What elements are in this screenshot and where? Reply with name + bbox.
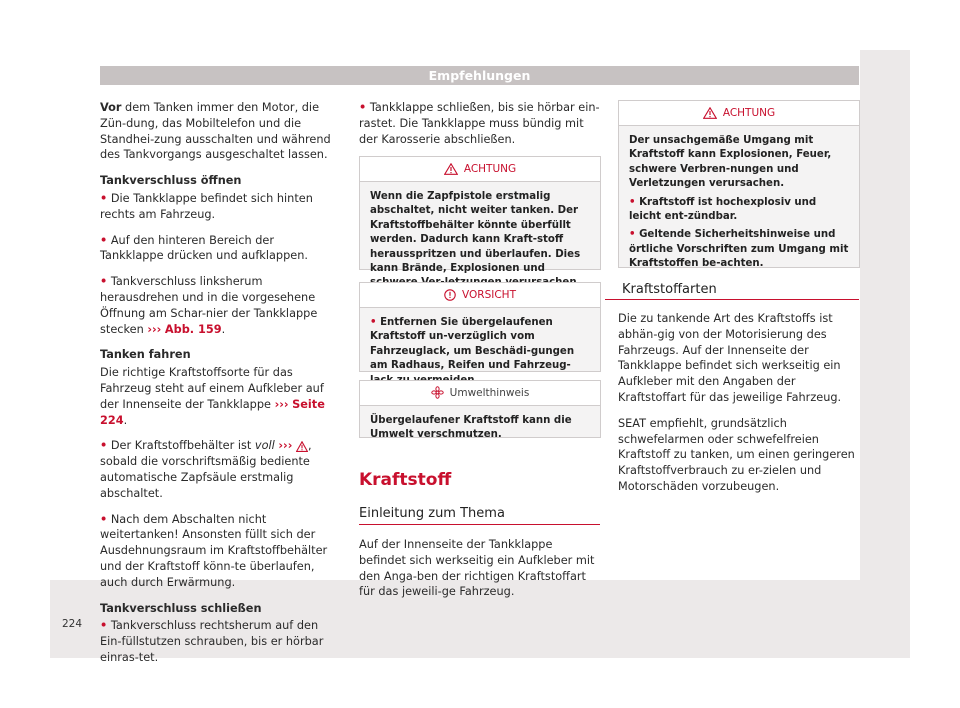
environment-box-header: Umwelthinweis — [360, 381, 600, 406]
section-rule — [605, 299, 859, 300]
list-item: • Tankklappe schließen, bis sie hörbar ein-rastet. Die Tankklappe muss bündig mit der Karosserie abschließen. — [359, 101, 600, 146]
flower-icon — [431, 386, 444, 400]
subsection-title: Einleitung zum Thema — [359, 506, 505, 521]
refuel-paragraph: Die richtige Kraftstoffsorte für das Fahrzeug steht auf einem Aufkleber auf der Innenseite der Tankklappe ››› Seite 224. — [100, 366, 325, 427]
warning-box-fuel: ACHTUNG Der unsachgemäße Umgang mit Kraftstoff kann Explosionen, Feuer, schwere Verbren-nungen und Verletzungen verursachen. • Kraftstoff ist hochexplosiv und leicht ent-zündbar. • Geltende Sicherheitshinweise und örtliche Vorschriften zum Umgang mit Kraftstoffen be-achten. — [618, 100, 860, 268]
list-item: • Die Tankklappe befindet sich hinten rechts am Fahrzeug. — [100, 191, 313, 221]
environment-note-box: Umwelthinweis Übergelaufener Kraftstoff kann die Umwelt verschmutzen. — [359, 380, 601, 438]
column-middle-intro: Auf der Innenseite der Tankklappe befindet sich werkseitig ein Aufkleber mit den Anga-ben der richtigen Kraftstoffart für das jeweili-ge Fahrzeug. — [359, 538, 595, 599]
column-left — [100, 100, 340, 676]
refuel-heading: Tanken fahren — [100, 348, 191, 362]
section-title-kraftstoff: Kraftstoff — [359, 470, 452, 490]
warning-icon — [444, 162, 458, 176]
warning-icon — [703, 106, 717, 120]
caution-box-header: VORSICHT — [360, 283, 600, 308]
list-item: • Tankverschluss linksherum herausdrehen und in die vorgesehene Öffnung am Schar-nier der Tankklappe stecken ››› Abb. 159. — [100, 275, 318, 336]
open-heading: Tankverschluss öffnen — [100, 174, 242, 188]
warning-box: ACHTUNG Wenn die Zapfpistole erstmalig abschaltet, nicht weiter tanken. Der Kraftstoffbehälter könnte überfüllt werden. Dadurch kann Kraft-stoff herausspritzen und überlaufen. Dies kann Brände, Explosionen und — [359, 156, 601, 270]
column-right — [618, 311, 860, 505]
intro-paragraph: Vor dem Tanken immer den Motor, die Zün-dung, das Mobiltelefon und die Standhei-zung ausschalten und während des Tankvorgangs ausgeschaltet lassen. — [100, 101, 331, 162]
column-middle — [359, 100, 601, 157]
list-item: • Tankverschluss rechtsherum auf den Ein-füllstutzen schrauben, bis er hörbar einras-tet. — [100, 619, 324, 664]
list-item: • Der Kraftstoffbehälter ist voll ››› , sobald die vorschriftsmäßig bediente automatische Zapfsäule erstmalig abschaltet. — [100, 439, 312, 500]
paragraph: Die zu tankende Art des Kraftstoffs ist abhän-gig von der Motorisierung des Fahrzeugs. Auf der Innenseite der Tankklappe befindet sich werkseitig ein Aufkleber mit den Angaben der Kraftstoffart für das jeweilige Fahrzeug. — [618, 312, 842, 404]
page-number: 224 — [62, 618, 83, 630]
figure-link[interactable]: Abb. 159 — [164, 322, 222, 336]
paragraph: SEAT empfiehlt, grundsätzlich schwefelarmen oder schwefelfreien Kraftstoff zu tanken, um einen geringeren Kraftstoffverbrauch zu er-zielen und Motorschäden vorzubeugen. — [618, 416, 855, 493]
subsection-rule — [359, 524, 600, 525]
warning-icon — [296, 439, 308, 452]
caution-box: VORSICHT • Entfernen Sie übergelaufenen Kraftstoff un-verzüglich vom Fahrzeuglack, um Beschädi-gungen am Radhaus, Reifen und Fahrzeug- — [359, 282, 601, 372]
warning-box-header: ACHTUNG — [360, 157, 600, 182]
section-title-kraftstoffarten: Kraftstoffarten — [622, 282, 717, 297]
section-header-bar: Empfehlungen — [100, 66, 859, 85]
list-item: • Auf den hinteren Bereich der Tankklappe drücken und aufklappen. — [100, 233, 308, 263]
page-link[interactable]: Seite 224 — [100, 397, 325, 427]
info-circle-icon — [444, 288, 456, 302]
close-heading: Tankverschluss schließen — [100, 601, 262, 615]
warning-box-header: ACHTUNG — [619, 101, 859, 126]
list-item: • Nach dem Abschalten nicht weitertanken! Ansonsten füllt sich der Ausdehnungsraum im Kraftstoffbehälter und der Kraftstoff könn-te überlaufen, auch durch Erwärmung. — [100, 512, 328, 589]
